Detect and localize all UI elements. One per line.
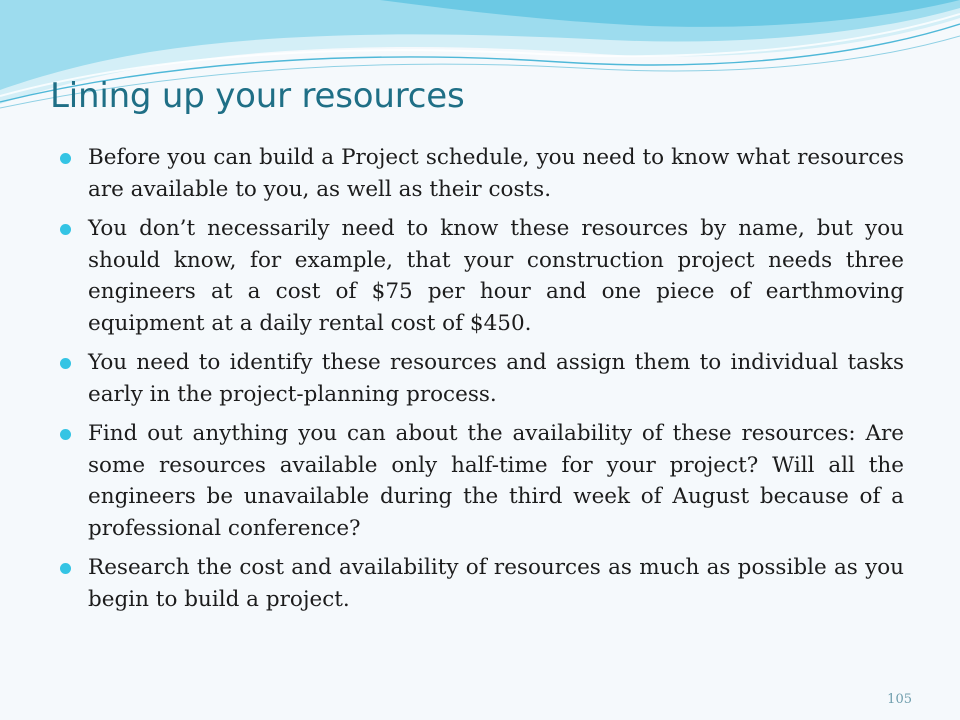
bullet-item bbox=[88, 142, 904, 205]
bullet-dot-icon bbox=[60, 429, 71, 440]
bullet-item bbox=[88, 552, 904, 615]
bullet-text: Find out anything you can about the availability of these resources: Are some resources available only half-time for your project? Will all the engineers be unavailable during the third week of August because of a professional conference? bbox=[88, 421, 904, 541]
bullet-item bbox=[88, 213, 904, 339]
bullet-item bbox=[88, 347, 904, 410]
bullet-text: You don’t necessarily need to know these resources by name, but you should know, for example, that your construction project needs three engineers at a cost of $75 per hour and one piece of earthmoving equipment at a daily rental cost of $450. bbox=[88, 216, 904, 336]
bullet-text: Research the cost and availability of resources as much as possible as you begin to build a project. bbox=[88, 555, 904, 612]
bullet-dot-icon bbox=[60, 153, 71, 164]
page-number: 105 bbox=[887, 692, 912, 707]
bullet-text: Before you can build a Project schedule, you need to know what resources are available to you, as well as their costs. bbox=[88, 145, 904, 202]
bullet-dot-icon bbox=[60, 358, 71, 369]
bullet-text: You need to identify these resources and assign them to individual tasks early in the project-planning process. bbox=[88, 350, 904, 407]
bullet-list bbox=[88, 142, 904, 623]
slide-title: Lining up your resources bbox=[50, 76, 465, 116]
bullet-item bbox=[88, 418, 904, 544]
bullet-dot-icon bbox=[60, 563, 71, 574]
bullet-dot-icon bbox=[60, 224, 71, 235]
